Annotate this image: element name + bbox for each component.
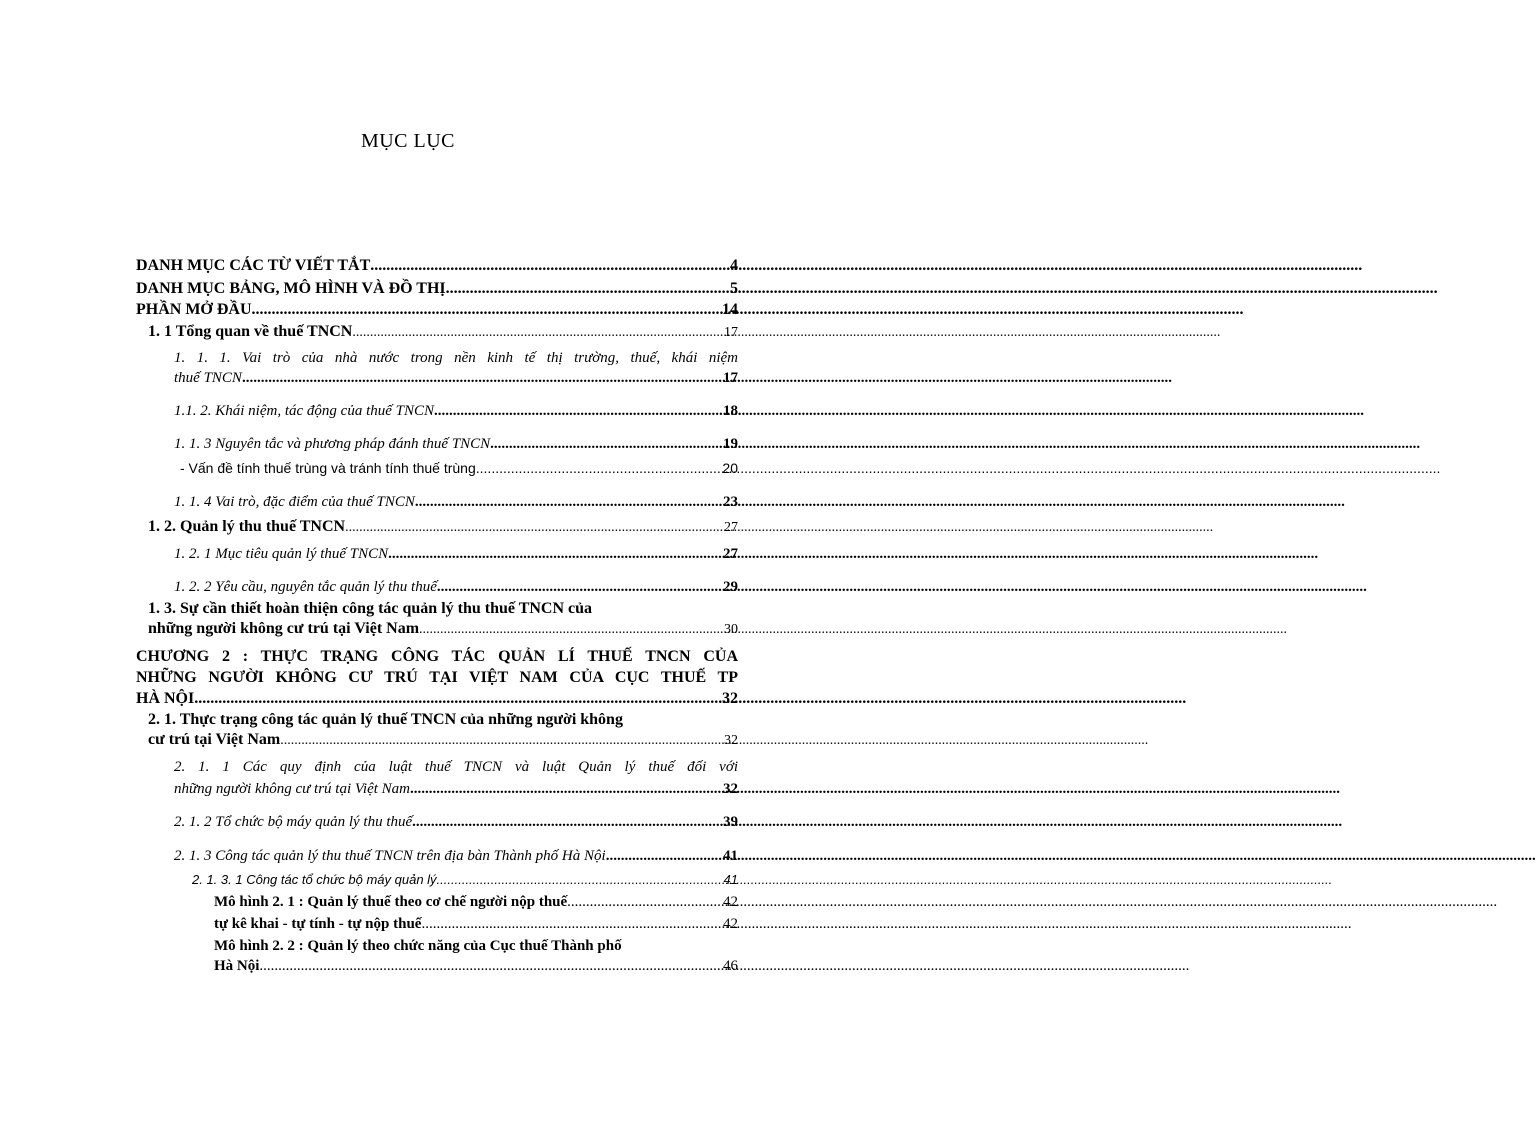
toc-entry-text: những người không cư trú tại Việt Nam bbox=[174, 781, 411, 797]
toc-entry[interactable] bbox=[136, 938, 738, 975]
toc-page-number: 42 bbox=[723, 916, 738, 932]
toc-entry[interactable] bbox=[174, 494, 738, 511]
toc-entry-text: 2. 1. 2 Tổ chức bộ máy quản lý thu thuế bbox=[174, 814, 413, 830]
toc-page-number: 32 bbox=[723, 781, 738, 797]
toc-page-number: 23 bbox=[723, 494, 738, 510]
toc-entry[interactable] bbox=[136, 711, 738, 749]
toc-page-number: 41 bbox=[723, 848, 738, 864]
toc-entry-text-line2: NHỮNG NGƯỜI KHÔNG CƯ TRÚ TẠI VIỆT NAM CỦA CỤC THUẾ TP bbox=[136, 669, 738, 686]
toc-page-number: 46 bbox=[723, 958, 738, 974]
toc-entry-text: 1. 2. 2 Yêu cầu, nguyên tắc quản lý thu thuế bbox=[174, 579, 437, 595]
toc-entry[interactable] bbox=[136, 600, 738, 638]
toc-page-number: 17 bbox=[723, 370, 738, 386]
toc-page-number: 30 bbox=[724, 622, 738, 637]
toc-entry-text: cư trú tại Việt Nam bbox=[148, 731, 281, 748]
toc-entry[interactable] bbox=[174, 436, 738, 453]
toc-entry[interactable] bbox=[214, 916, 738, 933]
toc-entry[interactable] bbox=[214, 894, 738, 911]
toc-entry[interactable] bbox=[136, 256, 738, 276]
toc-entry-text: 1. 1 Tổng quan về thuế TNCN bbox=[148, 323, 353, 340]
toc-entry-text: HÀ NỘI bbox=[136, 690, 195, 707]
toc-entry-text: DANH MỤC BẢNG, MÔ HÌNH VÀ ĐỒ THỊ bbox=[136, 280, 446, 297]
toc-entry-text: 1.1. 2. Khái niệm, tác động của thuế TNCN bbox=[174, 403, 434, 419]
toc-entry-text: những người không cư trú tại Việt Nam bbox=[148, 620, 420, 637]
toc-page-number: 42 bbox=[723, 894, 738, 910]
toc-entry-text-line1: 1. 3. Sự cần thiết hoàn thiện công tác quản lý thu thuế TNCN của bbox=[148, 600, 593, 617]
toc-entry-text: 1. 2. 1 Mục tiêu quản lý thuế TNCN bbox=[174, 546, 389, 562]
toc-entry-text-line1: 2. 1. 1 Các quy định của luật thuế TNCN và luật Quản lý thuế đối với bbox=[174, 759, 738, 775]
toc-page-number: 5 bbox=[730, 280, 738, 297]
toc-entry[interactable] bbox=[136, 646, 738, 709]
toc-entry[interactable] bbox=[148, 323, 738, 341]
toc-entry-text: Hà Nội bbox=[214, 958, 260, 974]
toc-entry-text: tự kê khai - tự tính - tự nộp thuế bbox=[214, 916, 422, 932]
toc-entry[interactable] bbox=[174, 814, 738, 831]
page-title: MỤC LỤC bbox=[360, 130, 456, 152]
toc-page-number: 17 bbox=[724, 325, 738, 340]
toc-page-number: 20 bbox=[722, 460, 738, 476]
toc-page-number: 32 bbox=[724, 733, 738, 748]
toc-entry[interactable] bbox=[174, 579, 738, 596]
toc-entry[interactable] bbox=[136, 759, 738, 798]
toc-page-number: 29 bbox=[723, 579, 738, 595]
toc-entry-text-line1: Mô hình 2. 2 : Quản lý theo chức năng của Cục thuế Thành phố bbox=[214, 938, 622, 954]
toc-entry-text: 2. 1. 3. 1 Công tác tổ chức bộ máy quản lý bbox=[192, 872, 437, 887]
toc-entry[interactable] bbox=[192, 872, 738, 887]
toc-page-number: 18 bbox=[723, 403, 738, 419]
toc-entry-text: Mô hình 2. 1 : Quản lý thuế theo cơ chế người nộp thuế bbox=[214, 894, 568, 910]
toc-entry[interactable] bbox=[174, 848, 738, 865]
toc-page-number: 32 bbox=[722, 690, 738, 707]
toc-entry[interactable] bbox=[136, 279, 738, 299]
toc-entry[interactable] bbox=[136, 300, 738, 320]
toc-entry-text: - Vấn đề tính thuế trùng và tránh tính thuế trùng bbox=[180, 460, 476, 476]
toc-entry[interactable] bbox=[180, 460, 738, 476]
toc-entry[interactable] bbox=[174, 546, 738, 563]
toc-entry-text: 1. 2. Quản lý thu thuế TNCN bbox=[148, 518, 346, 535]
toc-entry[interactable] bbox=[136, 350, 738, 387]
toc-page-number: 4 bbox=[730, 257, 738, 274]
toc-entry-text-line1: CHƯƠNG 2 : THỰC TRẠNG CÔNG TÁC QUẢN LÍ THUẾ TNCN CỦA bbox=[136, 648, 738, 665]
toc-page-number: 27 bbox=[724, 520, 738, 535]
toc-entry-text: 1. 1. 3 Nguyên tắc và phương pháp đánh thuế TNCN bbox=[174, 436, 491, 452]
toc-page-number: 19 bbox=[723, 436, 738, 452]
toc-entry-text: 1. 1. 4 Vai trò, đặc điểm của thuế TNCN bbox=[174, 494, 415, 510]
toc-entry-text-line1: 2. 1. Thực trạng công tác quản lý thuế TNCN của những người không bbox=[148, 711, 623, 728]
toc-page-number: 27 bbox=[723, 546, 738, 562]
toc-page-number: 39 bbox=[723, 814, 738, 830]
toc-entry-text-line1: 1. 1. 1. Vai trò của nhà nước trong nền kinh tế thị trường, thuế, khái niệm bbox=[174, 350, 738, 366]
toc-entry[interactable] bbox=[174, 403, 738, 420]
toc-entry-text: 2. 1. 3 Công tác quản lý thu thuế TNCN trên địa bàn Thành phố Hà Nội bbox=[174, 848, 606, 864]
toc-entry-text: DANH MỤC CÁC TỪ VIẾT TẮT bbox=[136, 257, 371, 274]
toc-entry-text: thuế TNCN bbox=[174, 370, 242, 386]
toc-page-number: 14 bbox=[722, 301, 738, 318]
toc-entry[interactable] bbox=[148, 518, 738, 536]
toc-entry-text: PHẦN MỞ ĐẦU bbox=[136, 301, 252, 318]
toc-page-number: 41 bbox=[723, 872, 738, 887]
